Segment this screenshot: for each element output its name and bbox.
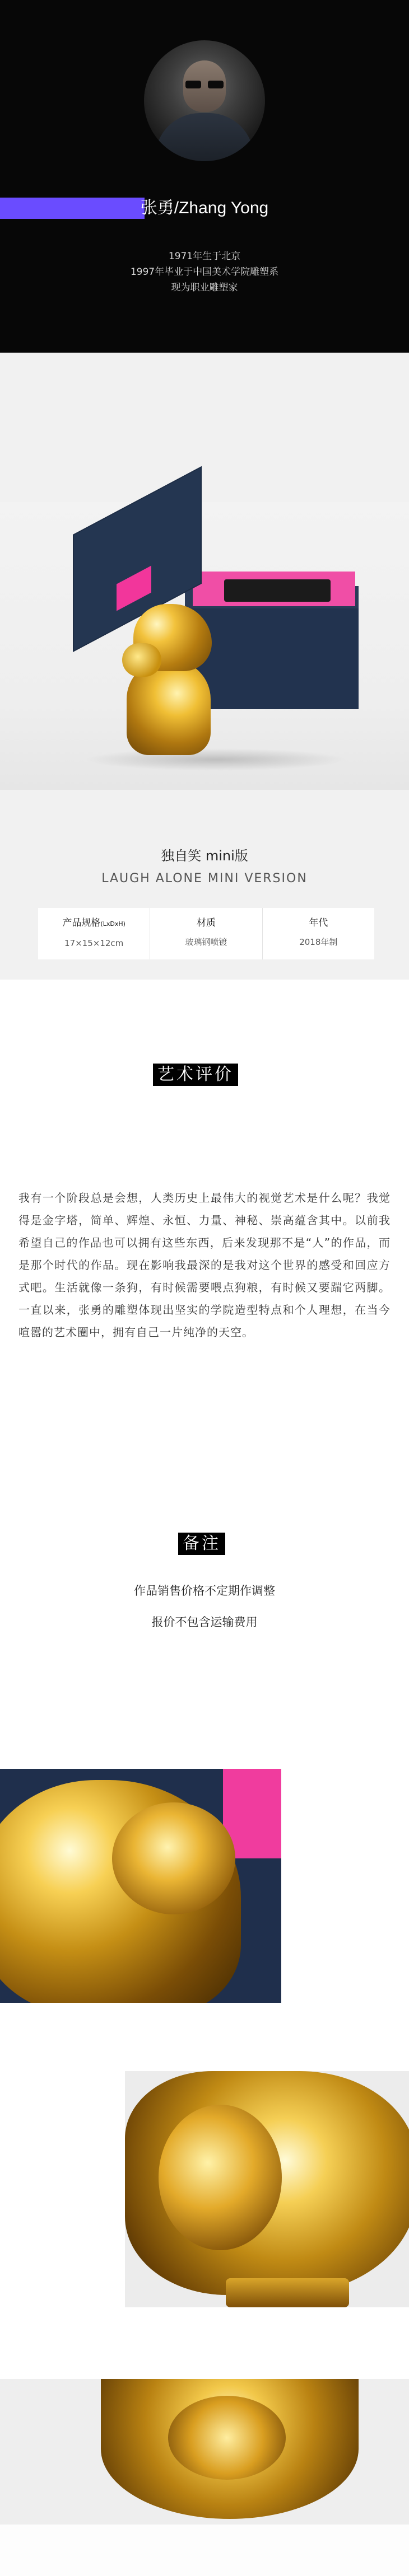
spec-dimensions xyxy=(38,908,150,959)
artist-avatar xyxy=(144,40,265,161)
product-specs-table xyxy=(38,908,374,959)
bio-line: 1997年毕业于中国美术学院雕塑系 xyxy=(130,266,279,278)
spec-label: 年代 xyxy=(309,917,328,929)
gold-figurine xyxy=(122,604,217,755)
spec-value: 17×15×12cm xyxy=(64,938,124,948)
note-line: 作品销售价格不定期作调整 xyxy=(134,1584,275,1598)
artist-bio xyxy=(0,249,409,296)
product-title: 独自笑 mini版 xyxy=(161,848,248,864)
artist-name: 张勇/Zhang Yong xyxy=(140,199,269,217)
note-line: 报价不包含运输费用 xyxy=(151,1615,258,1629)
review-text: 我有一个阶段总是会想，人类历史上最伟大的视觉艺术是什么呢？我觉得是金字塔，简单、辉煌、永恒、力量、神秘、崇高蕴含其中。以前我希望自己的作品也可以拥有这些东西，后来发现那不是“人”的作品，而是那个时代的作品。现在影响我最深的是我对这个世界的感受和回应方式吧。生活就像一条狗，有时候需要喂点狗粮，有时候又要踹它两脚。一直以来，张勇的雕塑体现出坚实的学院造型特点和个人理想，在当今喧嚣的艺术圈中，拥有自己一片纯净的天空。 xyxy=(18,1191,391,1339)
bio-line: 现为职业雕塑家 xyxy=(171,282,238,293)
detail-photo-2 xyxy=(125,2071,409,2307)
detail-photo-1 xyxy=(0,1769,281,2003)
spec-value: 玻璃钢喷镀 xyxy=(185,937,227,947)
spec-year xyxy=(262,908,374,959)
review-heading: 艺术评价 xyxy=(153,1064,238,1086)
product-subtitle: LAUGH ALONE MINI VERSION xyxy=(101,872,308,886)
spec-label: 材质 xyxy=(196,917,216,929)
spec-material xyxy=(150,908,262,959)
note-heading: 备注 xyxy=(178,1533,225,1555)
spec-value: 2018年制 xyxy=(299,937,338,947)
detail-photo-3 xyxy=(0,2379,409,2576)
bio-line: 1971年生于北京 xyxy=(168,251,241,262)
artist-header xyxy=(0,0,409,353)
spec-label: 产品规格(LxDxH) xyxy=(62,917,126,929)
product-photo xyxy=(0,502,409,790)
